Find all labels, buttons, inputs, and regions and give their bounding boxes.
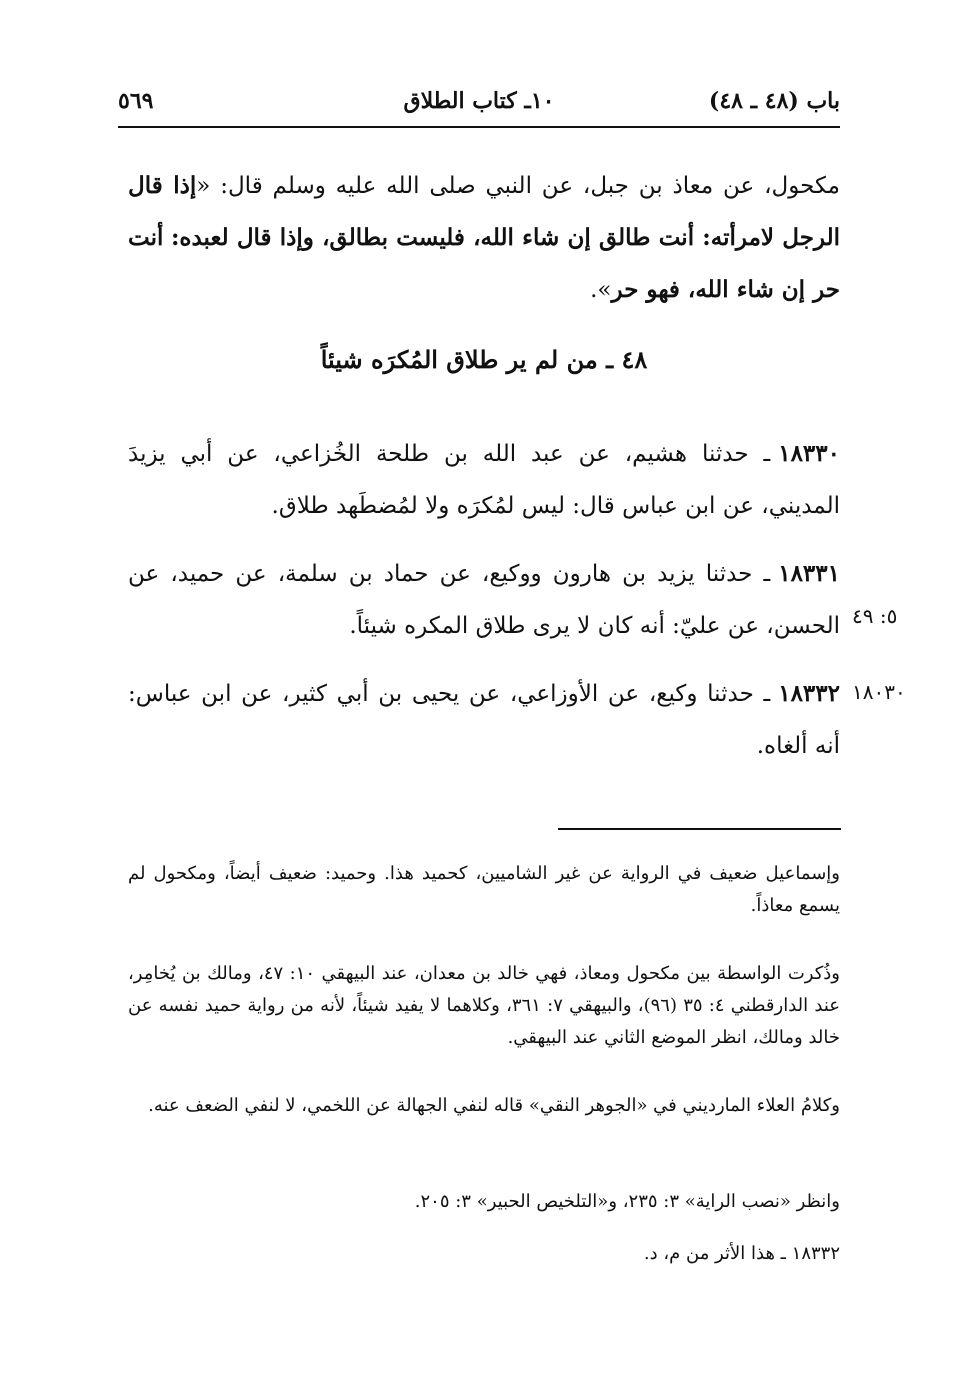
hadith-text: ـ حدثنا وكيع، عن الأوزاعي، عن يحيى بن أبي كثير، عن ابن عباس: أنه ألغاه. xyxy=(128,681,840,759)
intro-line3-end: ». xyxy=(590,277,612,303)
footnote: وكلامُ العلاء المارديني في «الجوهر النقي» قاله لنفي الجهالة عن اللخمي، لا لنفي الضعف عنه. xyxy=(148,1095,840,1116)
hadith-18330 xyxy=(128,428,840,532)
hadith-18332 xyxy=(128,668,840,772)
footnote: وإسماعيل ضعيف في الرواية عن غير الشاميين، كحميد هذا. وحميد: ضعيف أيضاً، ومكحول لم يسمع معاذاً. xyxy=(128,863,840,916)
intro-line1-bold: إذا قال xyxy=(128,172,197,199)
header-divider xyxy=(118,126,840,128)
chapter-heading: ٤٨ ـ من لم ير طلاق المُكرَه شيئاً xyxy=(320,345,648,374)
intro-line2: الرجل لامرأته: أنت طالق إن شاء الله، فليست بطالق، وإذا قال لعبده: xyxy=(170,224,841,251)
intro-line1: مكحول، عن معاذ بن جبل، عن النبي صلى الله عليه وسلم قال: « xyxy=(196,173,840,199)
footnote: وانظر «نصب الراية» ٣: ٢٣٥، و«التلخيص الحبير» ٣: ٢٠٥. xyxy=(414,1191,840,1212)
hadith-text: ـ حدثنا هشيم، عن عبد الله بن طلحة الخُزاعي، عن أبي يزيدَ المديني، عن ابن عباس قال: ليس لمُكرَه ولا لمُضطَهد طلاق. xyxy=(128,441,840,519)
hadith-number: ١٨٣٣١ xyxy=(778,560,840,587)
hadith-18331 xyxy=(128,548,840,652)
footnote-divider xyxy=(558,828,841,830)
intro-line3: أنت حر إن شاء الله، فهو حر xyxy=(128,224,840,303)
footnote: ١٨٣٣٢ ـ هذا الأثر من م، د. xyxy=(643,1243,840,1264)
footnote: وذُكرت الواسطة بين مكحول ومعاذ، فهي خالد بن معدان، عند البيهقي ١٠: ٤٧، ومالك بن يُخامِر، عند الدارقطني ٤: ٣٥ (٩٦)، والبيهقي ٧: ٣٦١، وكلاهما لا يفيد شيئاً، لأنه من رواية حميد نفسه عن خالد ومالك، انظر الموضع الثاني عند البيهقي. xyxy=(128,963,840,1048)
book-title: ١٠ـ كتاب الطلاق xyxy=(403,88,555,114)
page-header xyxy=(118,82,840,126)
intro-paragraph xyxy=(128,160,840,316)
page-number: ٥٦٩ xyxy=(118,88,154,114)
chapter-range: باب (٤٨ ـ ٤٨) xyxy=(708,88,840,114)
hadith-number: ١٨٣٣٠ xyxy=(778,440,840,467)
margin-reference: ١٨٠٣٠ xyxy=(852,680,906,704)
hadith-text: ـ حدثنا يزيد بن هارون ووكيع، عن حماد بن سلمة، عن حميد، عن الحسن، عن عليّ: أنه كان لا يرى طلاق المكره شيئاً. xyxy=(128,561,840,639)
hadith-number: ١٨٣٣٢ xyxy=(778,680,840,707)
margin-reference: ٥: ٤٩ xyxy=(852,604,898,628)
